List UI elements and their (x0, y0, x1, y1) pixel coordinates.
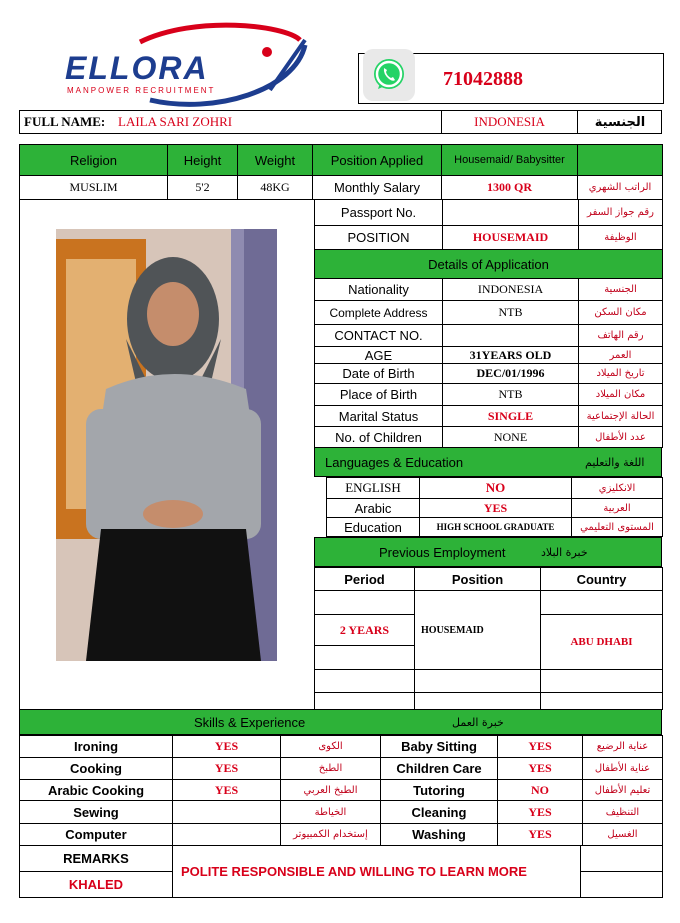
languages-title: Languages & Education (325, 454, 464, 470)
skill-ar: الطبخ العربي (281, 780, 381, 801)
skill-value: YES (173, 736, 281, 758)
phone-box (358, 53, 664, 104)
app-label: CONTACT NO. (315, 325, 443, 347)
skill-label: Children Care (381, 758, 498, 780)
company-logo (55, 20, 315, 110)
app-value: INDONESIA (443, 279, 579, 301)
skill-ar: الغسيل (583, 824, 663, 846)
app-label: Complete Address (315, 301, 443, 325)
skills-title-ar: خبرة العمل (452, 715, 504, 729)
full-name-label: FULL NAME: (24, 114, 106, 129)
name-row (19, 110, 662, 134)
lang-value: NO (420, 478, 572, 499)
lang-ar: المستوى التعليمي (572, 518, 663, 537)
app-value (443, 325, 579, 347)
skill-label: Washing (381, 824, 498, 846)
details-table (314, 199, 663, 448)
lang-label: Arabic (327, 499, 420, 518)
employment-position-value: HOUSEMAID (415, 591, 541, 670)
app-ar: تاريخ الميلاد (579, 364, 663, 384)
phone-number: 71042888 (443, 68, 523, 90)
skills-title-bar (19, 709, 662, 735)
languages-title-bar (314, 447, 662, 477)
skill-value (173, 801, 281, 824)
religion-value: MUSLIM (20, 176, 168, 200)
skill-label: Arabic Cooking (20, 780, 173, 801)
skill-value: YES (498, 824, 583, 846)
employment-title-ar: خبرة البلاد (541, 545, 588, 559)
height-header: Height (168, 145, 238, 176)
skill-ar: عناية الرضيع (583, 736, 663, 758)
period-header: Period (315, 568, 415, 591)
lang-label: ENGLISH (327, 478, 420, 499)
skill-ar: الكوى (281, 736, 381, 758)
app-label: AGE (315, 347, 443, 364)
country-header: Country (541, 568, 663, 591)
lang-ar: العربية (572, 499, 663, 518)
whatsapp-icon (363, 49, 415, 101)
skill-label: Sewing (20, 801, 173, 824)
skill-value: YES (498, 801, 583, 824)
remarks-label: REMARKS (20, 846, 173, 872)
remarks-table (19, 845, 663, 898)
position-applied-value: Housemaid/ Babysitter (442, 145, 578, 176)
full-name-value: LAILA SARI ZOHRI (118, 114, 233, 129)
app-ar: مكان الميلاد (579, 384, 663, 406)
skills-table (19, 735, 663, 846)
logo-subtext: MANPOWER RECRUITMENT (67, 86, 216, 95)
app-ar: عدد الأطفال (579, 427, 663, 448)
app-ar: الجنسية (579, 279, 663, 301)
app-ar: الحالة الإجتماعية (579, 406, 663, 427)
remarks-text: POLITE RESPONSIBLE AND WILLING TO LEARN MORE (173, 846, 581, 898)
app-label: No. of Children (315, 427, 443, 448)
skill-ar: إستخدام الكمبيوتر (281, 824, 381, 846)
app-ar: رقم الهاتف (579, 325, 663, 347)
skill-ar: الطبخ (281, 758, 381, 780)
details-title: Details of Application (315, 250, 663, 279)
lang-label: Education (327, 518, 420, 537)
period-value: 2 YEARS (315, 615, 415, 646)
skills-title: Skills & Experience (194, 714, 306, 730)
languages-table (326, 477, 663, 537)
app-ar: مكان السكن (579, 301, 663, 325)
app-value: SINGLE (443, 406, 579, 427)
app-label: Nationality (315, 279, 443, 301)
religion-header: Religion (20, 145, 168, 176)
lang-value: HIGH SCHOOL GRADUATE (420, 518, 572, 537)
lang-value: YES (420, 499, 572, 518)
lang-ar: الانكليزي (572, 478, 663, 499)
position-applied-header: Position Applied (313, 145, 442, 176)
passport-value (443, 200, 579, 226)
logo-text: ELLORA (65, 50, 209, 86)
skill-value: NO (498, 780, 583, 801)
position-ar: الوظيفة (579, 226, 663, 250)
skill-label: Ironing (20, 736, 173, 758)
salary-ar: الراتب الشهري (578, 176, 663, 200)
salary-value: 1300 QR (442, 176, 578, 200)
skill-label: Tutoring (381, 780, 498, 801)
skill-ar: التنظيف (583, 801, 663, 824)
employment-title: Previous Employment (379, 544, 506, 560)
height-value: 5'2 (168, 176, 238, 200)
employment-table (314, 567, 663, 710)
skill-label: Computer (20, 824, 173, 846)
skill-value (173, 824, 281, 846)
country-value: ABU DHABI (541, 615, 663, 670)
candidate-photo (56, 229, 277, 661)
app-label: Marital Status (315, 406, 443, 427)
header-nationality-ar: الجنسية (594, 114, 646, 130)
salary-label: Monthly Salary (313, 176, 442, 200)
app-value: DEC/01/1996 (443, 364, 579, 384)
skill-value: YES (173, 758, 281, 780)
skill-label: Cleaning (381, 801, 498, 824)
header-nationality-value: INDONESIA (474, 114, 545, 129)
skill-label: Cooking (20, 758, 173, 780)
skill-value: YES (498, 758, 583, 780)
skill-ar: تعليم الأطفال (583, 780, 663, 801)
passport-label: Passport No. (315, 200, 443, 226)
app-label: Place of Birth (315, 384, 443, 406)
skill-value: YES (498, 736, 583, 758)
weight-header: Weight (238, 145, 313, 176)
app-value: 31YEARS OLD (443, 347, 579, 364)
position-label: POSITION (315, 226, 443, 250)
app-value: NTB (443, 301, 579, 325)
app-label: Date of Birth (315, 364, 443, 384)
skill-label: Baby Sitting (381, 736, 498, 758)
skill-value: YES (173, 780, 281, 801)
languages-title-ar: اللغة والتعليم (585, 455, 645, 469)
employment-title-bar (314, 537, 662, 567)
employment-position-header: Position (415, 568, 541, 591)
basic-info-table (19, 144, 663, 200)
position-value: HOUSEMAID (443, 226, 579, 250)
app-value: NONE (443, 427, 579, 448)
app-ar: العمر (579, 347, 663, 364)
skill-ar: الخياطة (281, 801, 381, 824)
app-value: NTB (443, 384, 579, 406)
passport-ar: رقم جواز السفر (579, 200, 663, 226)
skill-ar: عناية الأطفال (583, 758, 663, 780)
agent-name: KHALED (20, 872, 173, 898)
weight-value: 48KG (238, 176, 313, 200)
